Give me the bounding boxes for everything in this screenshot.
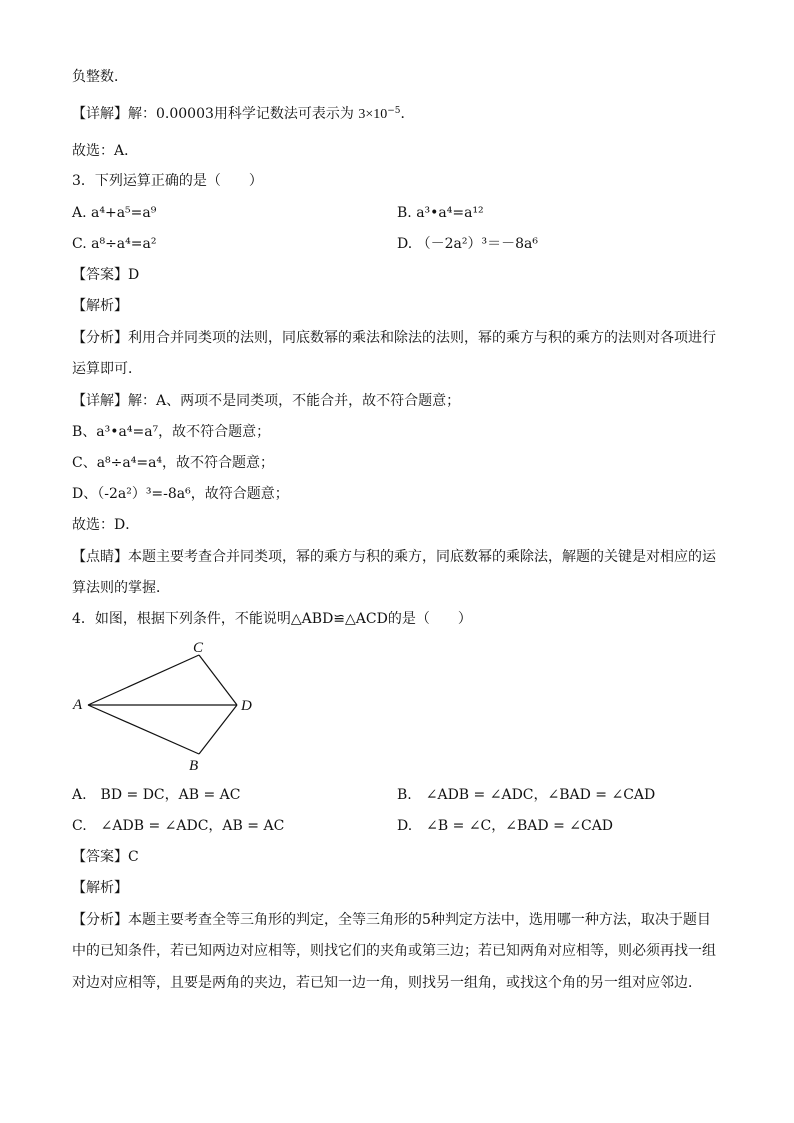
q4-stem: 4．如图，根据下列条件，不能说明△ABD≌△ACD的是（ ） <box>72 611 472 627</box>
q3-option-d: D. （－2a²）³＝－8a⁶ <box>397 236 538 252</box>
q3-option-c: C. a⁸÷a⁴=a² <box>72 236 157 252</box>
intro-detail-line <box>72 105 415 124</box>
q4-option-c: C. ∠ADB = ∠ADC，AB = AC <box>72 818 285 834</box>
segment-ac <box>88 655 199 705</box>
vertex-label-b: B <box>189 758 199 774</box>
vertex-label-c: C <box>193 640 204 656</box>
q4-analysis-tag: 【解析】 <box>72 880 128 896</box>
q3-fenxi: 【分析】利用合并同类项的法则，同底数幂的乘法和除法的法则，幂的乘方与积的乘方的法则对各项进行 <box>72 330 716 346</box>
q3-choose: 故选：D． <box>72 517 140 533</box>
q3-dianjing: 【点睛】本题主要考查合并同类项，幂的乘方与积的乘方，同底数幂的乘除法，解题的关键是对相应的运 <box>72 549 716 565</box>
triangle-figure <box>66 632 266 777</box>
q3-xiangjie: 【详解】解：A、两项不是同类项，不能合并，故不符合题意； <box>72 393 461 409</box>
segment-ab <box>88 705 199 754</box>
vertex-label-a: A <box>73 697 83 713</box>
q3-c-line: C、a⁸÷a⁴=a⁴，故不符合题意； <box>72 455 275 471</box>
q3-stem: 3．下列运算正确的是（ ） <box>72 173 263 189</box>
q3-b-line: B、a³•a⁴=a⁷，故不符合题意； <box>72 424 271 440</box>
segment-bd <box>199 705 237 754</box>
detail-tag: 【详解】 <box>72 106 128 122</box>
q3-option-a: A. a⁴+a⁵=a⁹ <box>72 205 157 221</box>
q4-option-a: A. BD = DC，AB = AC <box>72 787 241 803</box>
q3-dianjing-2: 算法则的掌握． <box>72 580 170 596</box>
q4-fenxi-3: 对边对应相等，且要是两角的夹边，若已知一边一角，则找另一组角，或找这个角的另一组对应邻边． <box>72 975 702 991</box>
q4-option-b: B. ∠ADB = ∠ADC，∠BAD = ∠CAD <box>397 787 656 803</box>
segment-cd <box>199 655 237 705</box>
detail-prefix: 解：0.00003用科学记数法可表示为 <box>128 106 354 122</box>
q3-analysis-tag: 【解析】 <box>72 298 128 314</box>
q3-d-line: D、（-2a²）³=-8a⁶，故符合题意； <box>72 486 289 502</box>
q3-fenxi-2: 运算即可． <box>72 361 142 377</box>
intro-tail-text: 负整数． <box>72 69 128 85</box>
q4-option-d: D. ∠B = ∠C，∠BAD = ∠CAD <box>397 818 614 834</box>
intro-answer-line: 故选：A． <box>72 143 139 159</box>
q3-option-b: B. a³•a⁴=a¹² <box>397 205 484 221</box>
detail-end: ． <box>400 106 415 122</box>
detail-value: 3×10 <box>358 107 388 122</box>
detail-exponent: −5 <box>387 106 401 116</box>
q4-answer: 【答案】C <box>72 849 139 865</box>
vertex-label-d: D <box>241 698 252 714</box>
q4-fenxi-1: 【分析】本题主要考查全等三角形的判定，全等三角形的5种判定方法中，选用哪一种方法，取决于题目 <box>72 912 711 928</box>
q3-answer: 【答案】D <box>72 267 140 283</box>
q4-fenxi-2: 中的已知条件，若已知两边对应相等，则找它们的夹角或第三边；若已知两角对应相等，则必须再找一组 <box>72 943 716 959</box>
